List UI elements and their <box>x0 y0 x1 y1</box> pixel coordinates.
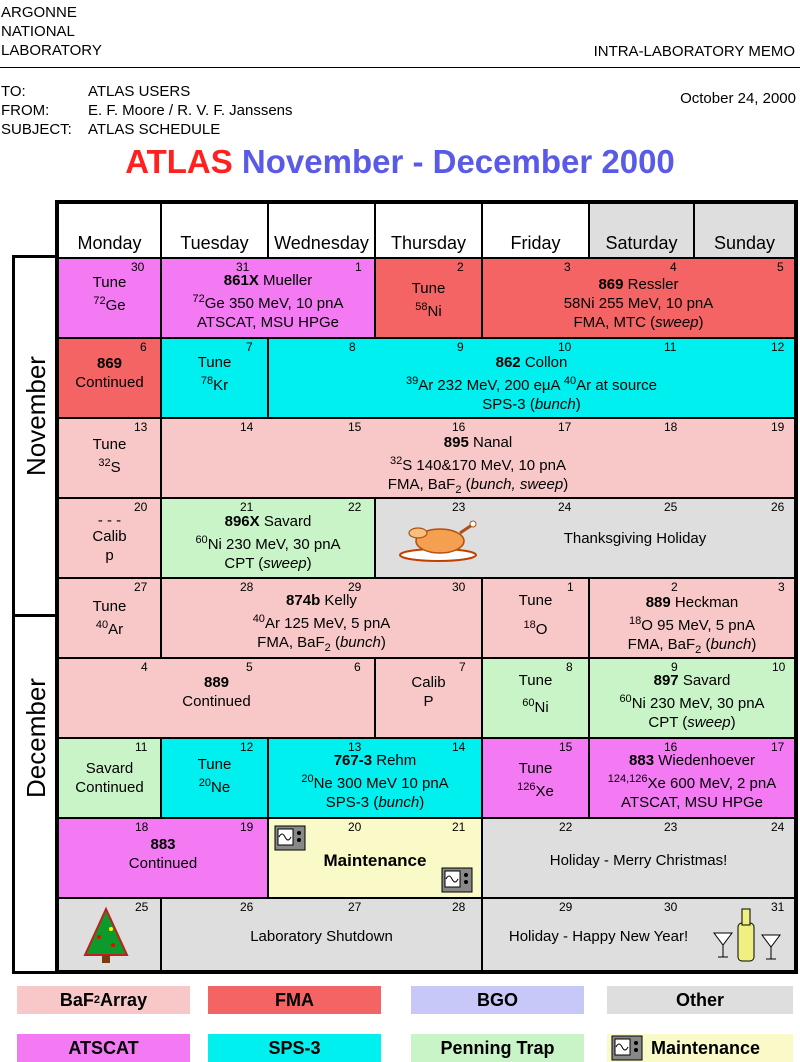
subject-value: ATLAS SCHEDULE <box>88 121 221 138</box>
entry-line: Ni 230 MeV, 30 pnA <box>631 695 765 712</box>
subscript: 2 <box>455 484 462 496</box>
entry-line: Ni 230 MeV, 30 pnA <box>207 536 341 553</box>
experiment-number: 861X <box>223 272 259 289</box>
entry-line: ATSCAT, MSU HPGe <box>621 794 763 811</box>
isotope-mass: 58 <box>415 301 428 313</box>
date-number: 10 <box>558 340 572 354</box>
experiment-number: 895 <box>443 434 469 451</box>
entry-line: Continued <box>128 855 198 872</box>
schedule-entry <box>482 898 795 971</box>
entry-line: ) <box>380 634 386 651</box>
entry-line: ( <box>461 476 471 493</box>
date-number: 5 <box>246 660 253 674</box>
schedule-entry <box>58 658 375 738</box>
date-number: 25 <box>135 900 149 914</box>
date-number: 23 <box>452 500 466 514</box>
date-number: 22 <box>348 500 362 514</box>
legend-label: Penning Trap <box>440 1037 555 1058</box>
date-number: 8 <box>566 660 573 674</box>
date-number: 30 <box>664 900 678 914</box>
isotope-mass: 32 <box>390 455 403 467</box>
date-number: 13 <box>348 740 362 754</box>
date-number: 13 <box>134 420 148 434</box>
entry-line: Ar 232 MeV, 200 eμA <box>418 377 564 394</box>
schedule-entry <box>161 578 482 658</box>
entry-mode: sweep <box>263 555 307 572</box>
date-number: 1 <box>567 580 574 594</box>
entry-line: ) <box>306 555 312 572</box>
entry-line: ) <box>751 636 757 653</box>
isotope-element: Ni <box>427 303 442 320</box>
entry-line: Ge 350 MeV, 10 pnA <box>204 295 344 312</box>
date-number: 3 <box>564 260 571 274</box>
legend-label: BaF <box>59 989 94 1010</box>
date-number: 23 <box>664 820 678 834</box>
experiment-number: 883 <box>629 752 655 769</box>
entry-line: S 140&170 MeV, 10 pnA <box>402 457 566 474</box>
entry-line: ) <box>698 314 704 331</box>
date-number: 4 <box>141 660 148 674</box>
entry-mode: bunch <box>710 636 752 653</box>
entry-line: Continued <box>75 374 144 391</box>
experiment-spokesperson: Heckman <box>670 594 739 611</box>
date-number: 3 <box>778 580 785 594</box>
entry-line: ) <box>419 794 425 811</box>
isotope-mass: 18 <box>523 619 536 631</box>
day-header-label: Sunday <box>713 233 776 253</box>
experiment-number: 883 <box>150 836 176 853</box>
experiment-number: 896X <box>224 513 260 530</box>
isotope-mass: 60 <box>522 697 535 709</box>
date-number: 15 <box>559 740 573 754</box>
header-rule <box>0 67 800 68</box>
schedule-entry <box>58 258 161 338</box>
day-header-label: Monday <box>77 233 142 253</box>
isotope-element: Ar <box>108 621 124 638</box>
entry-line: Maintenance <box>323 851 427 870</box>
date-number: 26 <box>240 900 254 914</box>
entry-line: FMA, BaF <box>257 634 325 651</box>
experiment-spokesperson: Mueller <box>258 272 313 289</box>
date-number: 20 <box>348 820 362 834</box>
isotope-mass: 32 <box>98 457 111 469</box>
entry-line: Calib <box>411 674 446 691</box>
date-number: 22 <box>559 820 573 834</box>
subscript: 2 <box>324 642 331 654</box>
isotope-mass: 78 <box>200 375 214 387</box>
isotope-element: S <box>110 459 121 476</box>
experiment-spokesperson: Ressler <box>623 276 679 293</box>
christmas-tree-icon <box>79 907 133 965</box>
date-number: 8 <box>349 340 356 354</box>
isotope-element: Ge <box>105 297 126 314</box>
date-number: 18 <box>664 420 678 434</box>
experiment-number: 897 <box>653 672 679 689</box>
entry-line: Tune <box>518 592 553 609</box>
date-number: 14 <box>240 420 254 434</box>
legend-label: BGO <box>476 989 518 1010</box>
entry-mode: sweep <box>687 714 731 731</box>
date-number: 17 <box>558 420 572 434</box>
schedule-entry <box>375 498 795 578</box>
date-number: 30 <box>452 580 466 594</box>
experiment-spokesperson: Collon <box>520 354 568 371</box>
schedule-entry <box>589 658 795 738</box>
legend-other <box>607 986 793 1014</box>
maintenance-icon <box>274 825 306 851</box>
entry-line: Holiday - Merry Christmas! <box>549 852 728 869</box>
date-number: 26 <box>771 500 785 514</box>
schedule-entry <box>161 258 375 338</box>
experiment-spokesperson: Rehm <box>372 752 417 769</box>
entry-line: Ar at source <box>576 377 658 394</box>
date-number: 5 <box>777 260 784 274</box>
entry-line: Tune <box>518 760 553 777</box>
date-number: 6 <box>354 660 361 674</box>
calendar-grid <box>55 200 798 974</box>
isotope-mass: 40 <box>252 613 265 625</box>
isotope-mass: 126 <box>517 781 536 793</box>
subscript: 2 <box>695 644 702 656</box>
maintenance-icon <box>441 867 473 893</box>
entry-mode: bunch <box>534 396 576 413</box>
entry-mode: bunch <box>339 634 381 651</box>
entry-line: Tune <box>197 354 232 371</box>
date-number: 31 <box>771 900 785 914</box>
day-header-label: Saturday <box>605 233 678 253</box>
date-number: 4 <box>670 260 677 274</box>
entry-line: O 95 MeV, 5 pnA <box>641 617 755 634</box>
legend-bgo <box>411 986 584 1014</box>
isotope-mass: 18 <box>629 615 642 627</box>
isotope-mass: 60 <box>195 534 208 546</box>
legend-label: FMA <box>275 989 314 1010</box>
date-number: 30 <box>131 260 145 274</box>
experiment-spokesperson: Wiedenhoever <box>654 752 755 769</box>
entry-mode: sweep <box>655 314 699 331</box>
entry-line: P <box>423 693 434 710</box>
date-number: 18 <box>135 820 149 834</box>
day-header-label: Wednesday <box>274 233 369 253</box>
legend-label: Array <box>100 989 148 1010</box>
lab-name <box>1 3 102 60</box>
entry-line: Ne 300 MeV 10 pnA <box>313 775 449 792</box>
memo-fields <box>1 82 293 139</box>
isotope-element: Kr <box>213 377 229 394</box>
schedule-entry <box>482 258 795 338</box>
memo-type: INTRA-LABORATORY MEMO <box>593 43 795 60</box>
entry-line: Thanksgiving Holiday <box>563 530 707 547</box>
isotope-mass: 20 <box>301 773 314 785</box>
date-number: 7 <box>246 340 253 354</box>
entry-line: ) <box>730 714 736 731</box>
schedule-entry <box>268 818 482 898</box>
isotope-element: Ne <box>211 779 231 796</box>
title-atlas: ATLAS <box>125 143 233 180</box>
date-number: 2 <box>671 580 678 594</box>
date-number: 17 <box>771 740 785 754</box>
entry-line: ) <box>575 396 581 413</box>
entry-line: ( <box>701 636 711 653</box>
legend-baf2 <box>17 986 190 1014</box>
entry-line: Calib <box>92 528 127 545</box>
isotope-mass: 40 <box>563 375 577 387</box>
entry-mode: bunch, sweep <box>470 476 564 493</box>
date-number: 27 <box>348 900 362 914</box>
maintenance-icon <box>611 1035 645 1061</box>
date-number: 28 <box>452 900 466 914</box>
date-number: 9 <box>457 340 464 354</box>
entry-line: FMA, BaF <box>387 476 456 493</box>
lab-name-line: ARGONNE <box>1 4 77 21</box>
entry-line: ) <box>563 476 569 493</box>
date-number: 12 <box>771 340 785 354</box>
to-value: ATLAS USERS <box>88 83 191 100</box>
day-header-saturday <box>589 203 694 258</box>
entry-line: Tune <box>197 756 232 773</box>
isotope-mass: 72 <box>192 293 205 305</box>
date-number: 7 <box>459 660 466 674</box>
date-number: 28 <box>240 580 254 594</box>
entry-mode: bunch <box>378 794 420 811</box>
legend-label: SPS-3 <box>268 1037 321 1058</box>
entry-line: ATSCAT, MSU HPGe <box>197 314 339 331</box>
isotope-element: O <box>535 621 548 638</box>
schedule-entry <box>589 578 795 658</box>
date-number: 24 <box>771 820 785 834</box>
legend-maintenance <box>607 1034 793 1062</box>
date-number: 12 <box>240 740 254 754</box>
schedule-entry <box>58 818 268 898</box>
lab-name-line: NATIONAL <box>1 23 75 40</box>
experiment-number: 862 <box>495 354 521 371</box>
entry-line: Tune <box>92 436 127 453</box>
date-number: 15 <box>348 420 362 434</box>
date-number: 24 <box>558 500 572 514</box>
entry-line: SPS-3 ( <box>482 396 535 413</box>
to-label: TO: <box>1 83 26 100</box>
entry-line: CPT ( <box>648 714 688 731</box>
date-number: 20 <box>134 500 148 514</box>
from-label: FROM: <box>1 102 50 119</box>
isotope-mass: 60 <box>619 693 632 705</box>
day-header-label: Friday <box>510 233 561 253</box>
entry-line: Savard <box>85 760 134 777</box>
date-number: 6 <box>140 340 147 354</box>
memo-date: October 24, 2000 <box>680 90 796 107</box>
entry-line: Tune <box>92 598 127 615</box>
legend-penning-trap <box>411 1034 584 1062</box>
lab-name-line: LABORATORY <box>1 42 102 59</box>
experiment-number: 874b <box>286 592 321 609</box>
entry-line: Continued <box>182 693 251 710</box>
schedule-entry <box>161 498 375 578</box>
isotope-mass: 39 <box>405 375 419 387</box>
isotope-mass: 124,126 <box>607 773 648 785</box>
day-header-monday <box>58 203 161 258</box>
date-number: 16 <box>452 420 466 434</box>
experiment-number: 869 <box>96 355 123 372</box>
entry-line: CPT ( <box>224 555 264 572</box>
entry-line: 58Ni 255 MeV, 10 pnA <box>563 295 714 312</box>
experiment-spokesperson: Kelly <box>320 592 357 609</box>
champagne-icon <box>710 905 786 965</box>
entry-line: FMA, BaF <box>627 636 696 653</box>
day-header-sunday <box>694 203 795 258</box>
schedule-entry <box>589 738 795 818</box>
experiment-spokesperson: Savard <box>259 513 312 530</box>
day-header-friday <box>482 203 589 258</box>
legend-label: ATSCAT <box>68 1037 139 1058</box>
date-number: 25 <box>664 500 678 514</box>
subscript: 2 <box>93 994 101 1006</box>
subject-label: SUBJECT: <box>1 121 72 138</box>
from-value: E. F. Moore / R. V. F. Janssens <box>88 102 293 119</box>
entry-line: Holiday - Happy New Year! <box>508 928 689 945</box>
experiment-spokesperson: Savard <box>678 672 731 689</box>
legend-atscat <box>17 1034 190 1062</box>
date-number: 27 <box>134 580 148 594</box>
legend-sps3 <box>208 1034 381 1062</box>
schedule-entry <box>375 258 482 338</box>
title-months: November - December 2000 <box>241 143 675 180</box>
legend-label: Maintenance <box>651 1037 761 1058</box>
date-number: 10 <box>772 660 786 674</box>
turkey-icon <box>398 515 478 563</box>
schedule-entry <box>268 738 482 818</box>
day-header-label: Tuesday <box>180 233 249 253</box>
date-number: 21 <box>240 500 254 514</box>
isotope-element: Xe <box>535 783 554 800</box>
day-header-tuesday <box>161 203 268 258</box>
legend-fma <box>208 986 381 1014</box>
entry-line: Tune <box>411 280 446 297</box>
experiment-number: 767-3 <box>333 752 373 769</box>
page-title <box>0 143 800 181</box>
schedule-entry <box>482 738 589 818</box>
experiment-number: 889 <box>645 594 671 611</box>
date-number: 11 <box>135 740 148 754</box>
date-number: 19 <box>240 820 254 834</box>
day-header-thursday <box>375 203 482 258</box>
date-number: 14 <box>452 740 466 754</box>
entry-line: Ar 125 MeV, 5 pnA <box>264 615 391 632</box>
date-number: 29 <box>348 580 362 594</box>
legend-label: Other <box>675 989 724 1010</box>
entry-line: Tune <box>518 672 553 689</box>
date-number: 1 <box>355 260 362 274</box>
isotope-mass: 20 <box>198 777 212 789</box>
experiment-spokesperson: Nanal <box>468 434 513 451</box>
schedule-entry <box>161 418 795 498</box>
entry-line: Tune <box>92 274 127 291</box>
entry-line: - - - <box>97 512 122 529</box>
experiment-number: 869 <box>598 276 624 293</box>
date-number: 21 <box>452 820 466 834</box>
experiment-number: 889 <box>203 674 230 691</box>
date-number: 19 <box>771 420 785 434</box>
date-number: 9 <box>671 660 678 674</box>
entry-line: Xe 600 MeV, 2 pnA <box>647 775 777 792</box>
entry-line: Continued <box>75 779 144 796</box>
schedule-entry <box>482 818 795 898</box>
entry-line: FMA, MTC ( <box>573 314 656 331</box>
month-label-november: November <box>21 356 51 476</box>
isotope-mass: 40 <box>95 619 109 631</box>
date-number: 29 <box>559 900 573 914</box>
day-header-wednesday <box>268 203 375 258</box>
isotope-element: Ni <box>534 699 549 716</box>
entry-line: Laboratory Shutdown <box>250 928 393 945</box>
date-number: 31 <box>236 260 250 274</box>
entry-line: ( <box>330 634 340 651</box>
schedule-entry <box>161 898 482 971</box>
entry-line: SPS-3 ( <box>325 794 379 811</box>
date-number: 11 <box>664 340 677 354</box>
day-header-label: Thursday <box>390 233 467 253</box>
schedule-entry <box>268 338 795 418</box>
date-number: 16 <box>664 740 678 754</box>
entry-line: p <box>105 547 114 564</box>
month-label-december: December <box>21 678 51 798</box>
isotope-mass: 72 <box>93 295 106 307</box>
date-number: 2 <box>457 260 464 274</box>
